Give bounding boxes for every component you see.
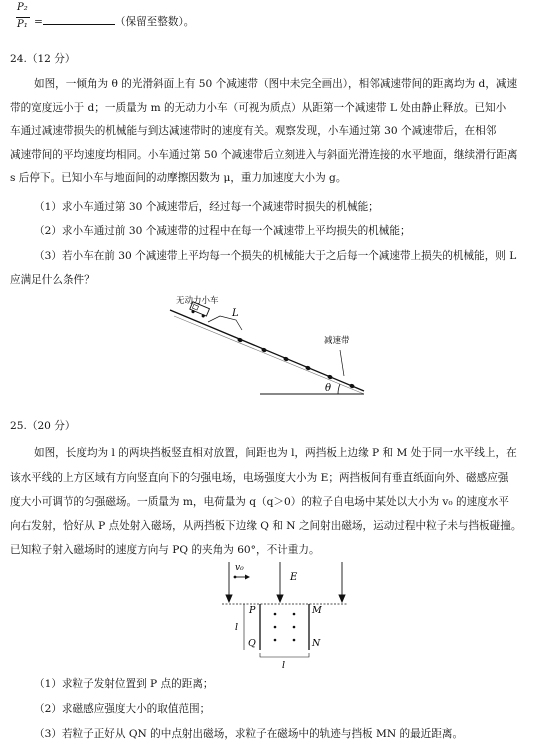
band-pointer <box>340 350 344 376</box>
field-figure <box>220 560 360 670</box>
fraction-denominator: P₁ <box>17 19 28 30</box>
incline-shade <box>174 316 364 394</box>
q24-para-line-4: 减速带间的平均速度均相同。小车通过第 50 个减速带后立刻进入与斜面光滑连接的水平地面，继续滑行距离 <box>10 149 518 161</box>
q24-subquestion-2: （2）求小车通过前 30 个减速带的过程中在每一个减速带上平均损失的机械能； <box>34 225 411 237</box>
car-label: 无动力小车 <box>176 296 219 306</box>
q24-para-line-1: 如图，一倾角为 θ 的光滑斜面上有 50 个减速带（图中未完全画出），相邻减速带间的距离均为 d，减速 <box>34 78 518 90</box>
q24-subquestion-1: （1）求小车通过第 30 个减速带后，经过每一个减速带时损失的机械能； <box>34 201 379 213</box>
rounding-note: （保留至整数）。 <box>114 16 195 28</box>
q25-para-line-4: 向右发射，恰好从 P 点处射入磁场，从两挡板下边缘 Q 和 N 之间射出磁场，运动过程中粒子未与挡板碰撞。 <box>10 520 522 532</box>
theta-arc <box>338 384 340 394</box>
fraction-bar <box>16 17 30 18</box>
incline-surface <box>170 310 364 391</box>
Q-label: Q <box>248 638 256 649</box>
q24-heading: 24.（12 分） <box>10 53 76 65</box>
bottom-l-label: l <box>282 660 286 670</box>
q25-subquestion-3: （3）若粒子正好从 QN 的中点射出磁场，求粒子在磁场中的轨迹与挡板 MN 的最近距离。 <box>34 728 464 740</box>
q25-para-line-2: 该水平线的上方区域有方向竖直向下的匀强电场，电场强度大小为 E；两挡板间有垂直纸面向外、磁感应强 <box>10 472 509 484</box>
particle-dot <box>234 576 237 579</box>
q25-para-line-1: 如图，长度均为 l 的两块挡板竖直相对放置，间距也为 l，两挡板上边缘 P 和 M 处于同一水平线上，在 <box>34 447 517 459</box>
answer-blank-line: = （保留至整数）。 <box>34 16 195 28</box>
N-label: N <box>312 638 321 649</box>
q24-subquestion-3-cont: 应满足什么条件？ <box>10 274 95 286</box>
q25-heading: 25.（20 分） <box>10 420 76 432</box>
q24-para-line-3: 车通过减速带损失的机械能与到达减速带时的速度有关。观察发现，小车通过第 30 个减速带后，在相邻 <box>10 125 497 137</box>
q25-subquestion-1: （1）求粒子发射位置到 P 点的距离； <box>34 678 214 690</box>
q25-para-line-5: 已知粒子射入磁场时的速度方向与 PQ 的夹角为 60°，不计重力。 <box>10 544 320 556</box>
fraction-numerator: P₂ <box>17 2 28 13</box>
M-label: M <box>312 605 322 616</box>
q24-para-line-5: s 后停下。已知小车与地面间的动摩擦因数为 μ，重力加速度大小为 g。 <box>10 172 347 184</box>
electric-field-arrows <box>226 562 345 602</box>
v0-arrowhead <box>245 575 250 580</box>
answer-blank <box>43 14 115 25</box>
bottom-dimension-line <box>260 653 309 657</box>
band-label: 减速带 <box>324 336 350 346</box>
fraction-p2-over-p1 <box>14 0 34 36</box>
q24-para-line-2: 带的宽度远小于 d；一质量为 m 的无动力小车（可视为质点）从距第一个减速带 L 处由静止释放。已知小 <box>10 102 507 114</box>
E-label: E <box>290 572 298 583</box>
magnetic-field-dots <box>274 613 296 642</box>
q25-para-line-3: 度大小可调节的匀强磁场。一质量为 m，电荷量为 q（q＞0）的粒子自电场中某处以大小为 v₀ 的速度水平 <box>10 496 509 508</box>
q25-subquestion-2: （2）求磁感应强度大小的取值范围； <box>34 703 211 715</box>
theta-label: θ <box>325 383 332 394</box>
L-label: L <box>232 308 239 319</box>
v0-label: v₀ <box>235 563 244 573</box>
q24-subquestion-3: （3）若小车在前 30 个减速带上平均每一个损失的机械能大于之后每一个减速带上损失的机械能，则 L <box>34 250 517 262</box>
incline-figure <box>160 290 400 410</box>
left-l-label: l <box>235 622 239 633</box>
P-label: P <box>249 605 256 616</box>
